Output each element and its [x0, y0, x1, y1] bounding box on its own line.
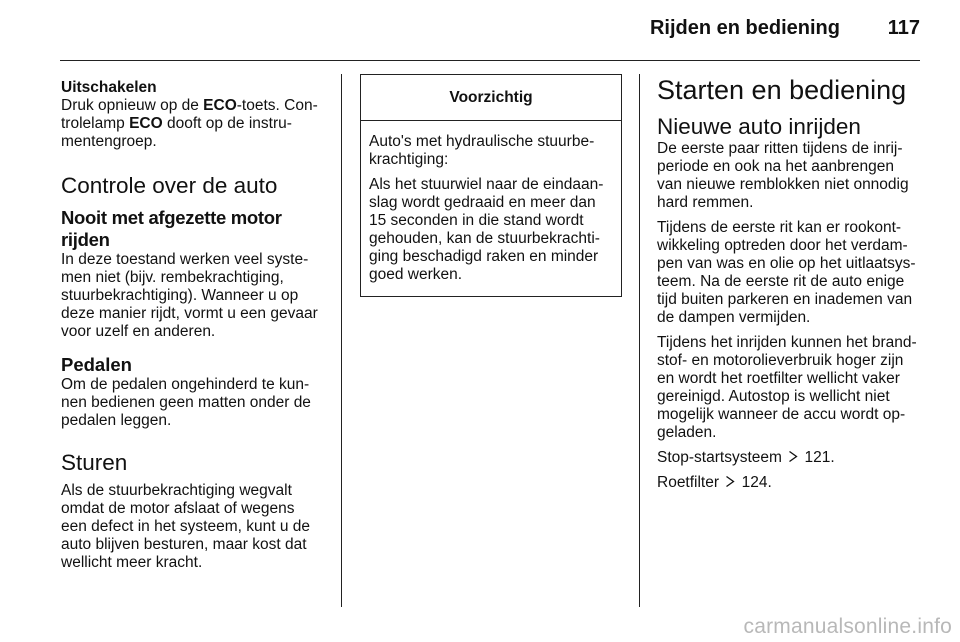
column-divider-1	[341, 74, 342, 607]
starten-heading: Starten en bediening	[657, 75, 907, 105]
nieuwe-auto-heading: Nieuwe auto inrijden	[657, 114, 861, 139]
inrijden-paragraph-2: Tijdens de eerste rit kan er rookont- wikkeling optreden door het verdam- pen van was en olie op het uitlaatsys- teem. Na de eerste rit de auto enige tijd buiten parkeren en inademen van de dampen vermijden.	[657, 219, 916, 326]
column-right	[657, 74, 923, 492]
page-header-title: Rijden en bediening	[649, 17, 840, 39]
page-ref-arrow-icon	[788, 450, 798, 463]
caution-title: Voorzichtig	[361, 75, 621, 121]
uitschakelen-title: Uitschakelen	[61, 79, 157, 96]
page-number: 117	[887, 17, 920, 39]
uitschakelen-line-2: trolelamp ECO dooft op de instru-	[61, 115, 292, 132]
uitschakelen-line-1: Druk opnieuw op de ECO-toets. Con-	[61, 97, 318, 114]
inrijden-paragraph-1: De eerste paar ritten tijdens de inrij- periode en ook na het aanbrengen van nieuwe remblokken niet onnodig hard remmen.	[657, 140, 909, 211]
caution-box	[360, 74, 622, 297]
uitschakelen-line-3: mentengroep.	[61, 133, 157, 150]
controle-heading: Controle over de auto	[61, 173, 278, 198]
header-rule	[60, 60, 920, 61]
pedalen-heading: Pedalen	[61, 354, 132, 375]
column-middle	[360, 74, 622, 297]
roetfilter-reference[interactable]: Roetfilter 124.	[657, 474, 772, 491]
afgezette-motor-paragraph: In deze toestand werken veel syste- men niet (bijv. rembekrachtiging, stuurbekrachtiging). Wanneer u op deze manier rijdt, vormt u een gevaar voor uzelf en anderen.	[61, 251, 318, 340]
afgezette-motor-heading: Nooit met afgezette motor rijden	[61, 207, 282, 250]
sturen-heading: Sturen	[61, 450, 128, 475]
inrijden-paragraph-3: Tijdens het inrijden kunnen het brand- stof- en motorolieverbruik hoger zijn en wordt het roetfilter wellicht vaker gereinigd. Autostop is wellicht niet mogelijk wanneer de accu wordt op- geladen.	[657, 334, 917, 441]
column-left	[61, 74, 326, 572]
column-divider-2	[639, 74, 640, 607]
page-ref-arrow-icon	[725, 475, 735, 488]
pedalen-paragraph: Om de pedalen ongehinderd te kun- nen bedienen geen matten onder de pedalen leggen.	[61, 376, 311, 429]
stop-start-reference[interactable]: Stop-startsysteem 121.	[657, 449, 835, 466]
caution-body: Auto's met hydraulische stuurbe- krachtiging: Als het stuurwiel naar de eindaan- slag wordt gedraaid en meer dan 15 seconden in die stand wordt gehouden, kan de stuurbekrachti- ging beschadigd raken en minder goed werken.	[369, 133, 604, 283]
watermark: carmanualsonline.info	[743, 615, 952, 638]
sturen-paragraph: Als de stuurbekrachtiging wegvalt omdat de motor afslaat of wegens een defect in het systeem, kunt u de auto blijven besturen, maar kost dat wellicht meer kracht.	[61, 482, 311, 571]
